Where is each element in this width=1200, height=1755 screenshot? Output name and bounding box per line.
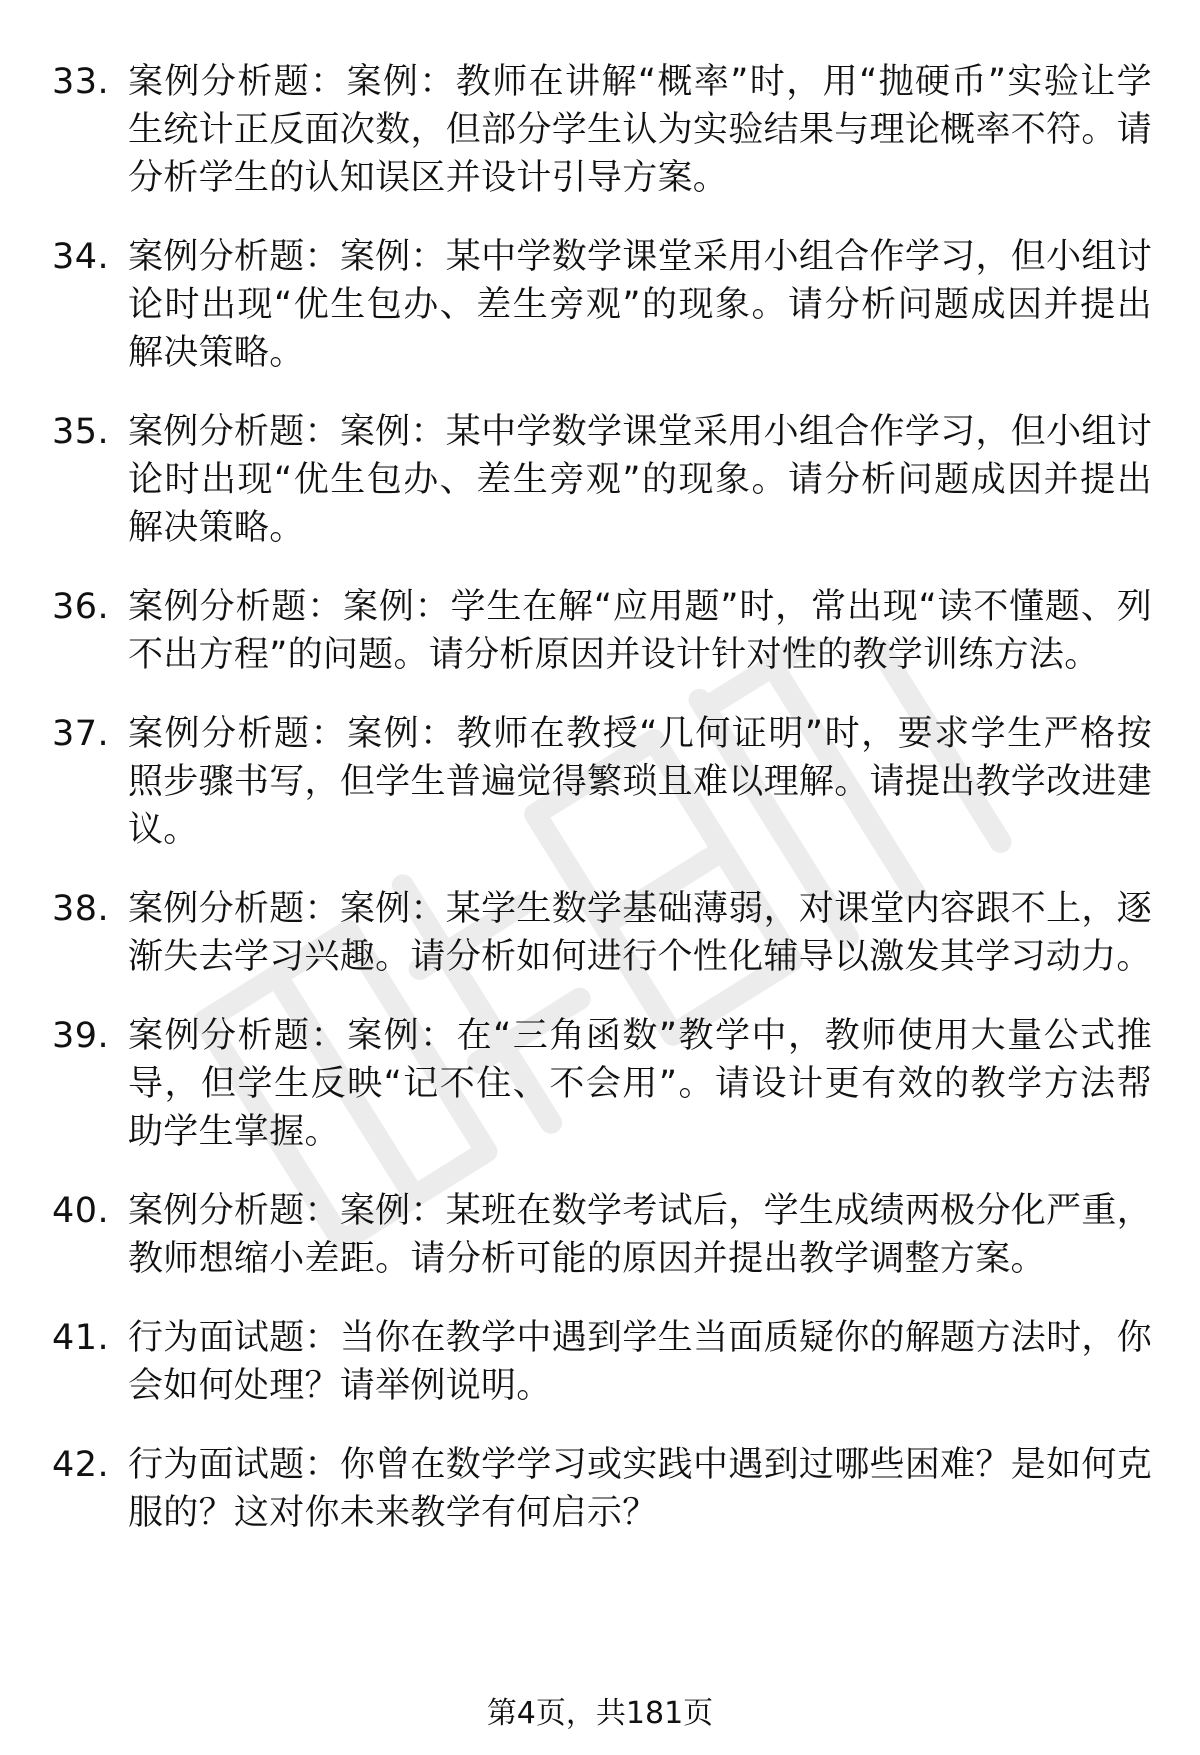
- question-item: [52, 1187, 1152, 1283]
- question-item: [52, 710, 1152, 854]
- question-text: 行为面试题：你曾在数学学习或实践中遇到过哪些困难？是如何克服的？这对你未来教学有何启示？: [128, 1445, 1152, 1533]
- question-number: 42.: [52, 1445, 110, 1485]
- question-item: [52, 583, 1152, 679]
- question-text: 案例分析题：案例：某学生数学基础薄弱，对课堂内容跟不上，逐渐失去学习兴趣。请分析如何进行个性化辅导以激发其学习动力。: [128, 889, 1152, 977]
- question-number: 35.: [52, 412, 110, 452]
- question-number: 39.: [52, 1016, 110, 1056]
- question-number: 36.: [52, 587, 110, 627]
- question-text: 案例分析题：案例：教师在教授“几何证明”时，要求学生严格按照步骤书写，但学生普遍觉得繁琐且难以理解。请提出教学改进建议。: [128, 714, 1152, 850]
- question-list: [52, 58, 1152, 1537]
- question-number: 40.: [52, 1191, 110, 1231]
- question-text: 案例分析题：案例：某中学数学课堂采用小组合作学习，但小组讨论时出现“优生包办、差生旁观”的现象。请分析问题成因并提出解决策略。: [128, 237, 1152, 373]
- question-number: 37.: [52, 714, 110, 754]
- question-item: [52, 408, 1152, 552]
- question-number: 33.: [52, 62, 110, 102]
- question-text: 案例分析题：案例：在“三角函数”教学中，教师使用大量公式推导，但学生反映“记不住、不会用”。请设计更有效的教学方法帮助学生掌握。: [128, 1016, 1152, 1152]
- question-number: 38.: [52, 889, 110, 929]
- question-text: 案例分析题：案例：某中学数学课堂采用小组合作学习，但小组讨论时出现“优生包办、差生旁观”的现象。请分析问题成因并提出解决策略。: [128, 412, 1152, 548]
- question-number: 34.: [52, 237, 110, 277]
- question-text: 案例分析题：案例：教师在讲解“概率”时，用“抛硬币”实验让学生统计正反面次数，但部分学生认为实验结果与理论概率不符。请分析学生的认知误区并设计引导方案。: [128, 62, 1152, 198]
- question-item: [52, 1441, 1152, 1537]
- question-item: [52, 1314, 1152, 1410]
- question-item: [52, 233, 1152, 377]
- question-item: [52, 58, 1152, 202]
- question-number: 41.: [52, 1318, 110, 1358]
- question-item: [52, 1012, 1152, 1156]
- page-number-footer: 第4页，共181页: [486, 1696, 714, 1731]
- question-text: 案例分析题：案例：某班在数学考试后，学生成绩两极分化严重，教师想缩小差距。请分析可能的原因并提出教学调整方案。: [128, 1191, 1152, 1279]
- question-text: 行为面试题：当你在教学中遇到学生当面质疑你的解题方法时，你会如何处理？请举例说明。: [128, 1318, 1152, 1406]
- question-text: 案例分析题：案例：学生在解“应用题”时，常出现“读不懂题、列不出方程”的问题。请分析原因并设计针对性的教学训练方法。: [128, 587, 1152, 675]
- question-item: [52, 885, 1152, 981]
